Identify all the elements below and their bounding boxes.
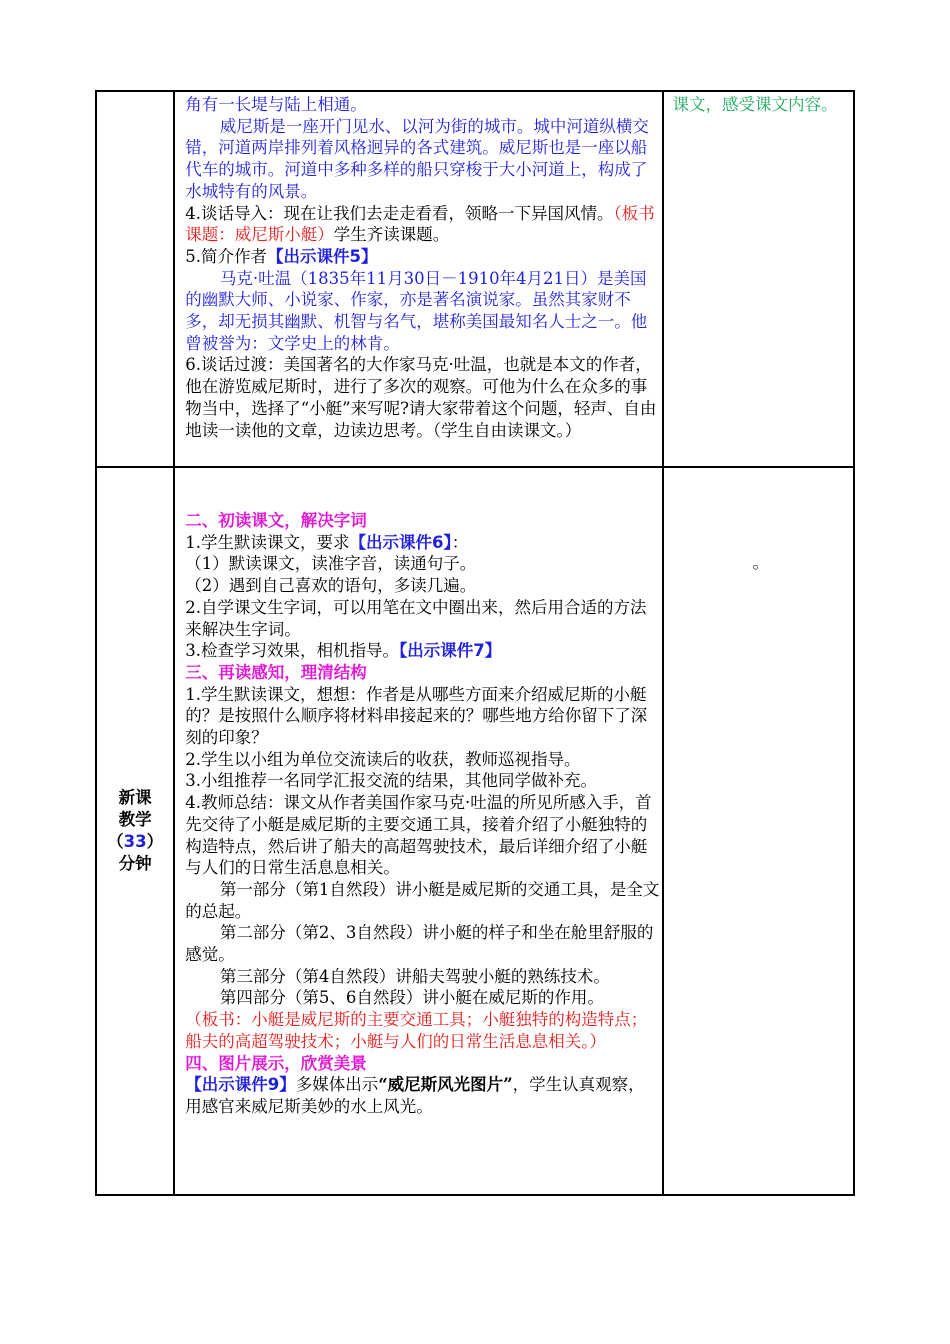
item-text: 3.检查学习效果，相机指导。: [185, 641, 399, 661]
step-6: 6.谈话过渡：美国著名的大作家马克·吐温，也就是本文的作者，他在游览威尼斯时，进行了多次的观察。可他为什么在众多的事物当中，选择了“小艇”来写呢?请大家带着这个问题，轻声、自由地读一读他的文章，边读边思考。（学生自由读课文。）: [185, 355, 657, 440]
board-title: （板书课题：威尼斯小艇）: [185, 203, 655, 245]
part-4: 第四部分（第5、6自然段）讲小艇在威尼斯的作用。: [219, 988, 604, 1008]
courseware-label: 【出示课件: [398, 641, 474, 661]
courseware-close: 】: [484, 641, 502, 661]
sub-item: （1）默读课文，读准字音，读通句子。: [185, 554, 477, 574]
part-2: 第二部分（第2、3自然段）讲小艇的样子和坐在舱里舒服的感觉。: [185, 923, 654, 965]
item-2: 2.学生以小组为单位交流读后的收获，教师巡视指导。: [185, 749, 581, 769]
board-notes: （板书：小艇是威尼斯的主要交通工具；小艇独特的构造特点；船夫的高超驾驶技术；小艇与人们的日常生活息息相关。）: [185, 1010, 648, 1051]
courseware-number: 5: [349, 246, 361, 266]
picture-title: “威尼斯风光图片”: [378, 1075, 513, 1095]
courseware-label: 【出示课件: [349, 532, 432, 552]
item-3: [185, 640, 660, 662]
note-cell: [663, 467, 854, 1195]
courseware-tag: [185, 1075, 295, 1094]
courseware-tag: [399, 641, 501, 660]
item-2: 2.自学课文生字词，可以用笔在文中圈出来，然后用合适的方法来解决生字词。: [185, 597, 647, 639]
content-cell: [174, 91, 663, 467]
courseware-label: 【出示课件: [266, 246, 350, 266]
item-text: 1.学生默读课文，要求: [185, 532, 350, 552]
author-intro: 马克·吐温（1835年11月30日－1910年4月21日）是美国的幽默大师、小说家、作家，亦是著名演说家。虽然其家财不多，却无损其幽默、机智与名气，堪称美国最知名人士之一。他曾被誉为：文学史上的林肯。: [185, 268, 648, 353]
item-3: 3.小组推荐一名同学汇报交流的结果，其他同学做补充。: [185, 771, 597, 791]
courseware-number: 6: [431, 532, 444, 552]
lesson-plan-table: [95, 90, 855, 1196]
colon: ：: [451, 532, 469, 552]
text-line: 角有一长堤与陆上相通。: [185, 95, 367, 114]
label-duration: [97, 831, 173, 853]
item-text: 多媒体出示: [295, 1075, 379, 1095]
section-heading: 四、图片展示，欣赏美景: [185, 1053, 367, 1073]
courseware-close: 】: [360, 246, 378, 266]
section-heading: 二、初读课文，解决字词: [185, 511, 367, 530]
table-row: [96, 467, 854, 1195]
note-mark: 。: [752, 553, 769, 572]
paren-open: （: [107, 832, 124, 851]
courseware-label: 【出示课件: [185, 1075, 268, 1095]
table-row: [96, 91, 854, 467]
sub-item: （2）遇到自己喜欢的语句，多读几遍。: [185, 576, 477, 596]
label-line: 教学: [118, 810, 152, 829]
part-1: 第一部分（第1自然段）讲小艇是威尼斯的交通工具，是全文的总起。: [185, 879, 660, 921]
part-3: 第三部分（第4自然段）讲船夫驾驶小艇的熟练技术。: [219, 966, 610, 986]
courseware-number: 7: [473, 641, 485, 661]
step-4: [185, 203, 660, 246]
courseware-close: 】: [279, 1075, 296, 1095]
paren-close: ）: [146, 832, 164, 851]
item-1: [185, 532, 660, 554]
item-4: 4.教师总结：课文从作者美国作家马克·吐温的所见所感入手，首先交待了小艇是威尼斯的主要交通工具，接着介绍了小艇独特的构造特点，然后讲了船夫的高超驾驶技术，最后详细介绍了小艇与人们的日常生活息息相关。: [185, 793, 652, 878]
courseware-tag: [349, 533, 451, 552]
step-4-tail: 学生齐读课题。: [333, 225, 450, 245]
label-cell-empty: [96, 91, 174, 467]
step-5-text: 5.简介作者: [185, 246, 267, 266]
step-4-text: 4.谈话导入：现在让我们去走走看看，领略一下异国风情。: [185, 203, 614, 223]
section-label: [96, 467, 174, 1195]
item-1: 1.学生默读课文，想想：作者是从哪些方面来介绍威尼斯的小艇的？是按照什么顺序将材料串接起来的？哪些地方给你留下了深刻的印象？: [185, 684, 648, 748]
note-cell: 课文，感受课文内容。: [663, 91, 854, 467]
label-line: 新课: [118, 788, 152, 807]
courseware-close: 】: [443, 532, 452, 552]
picture-item: [185, 1074, 660, 1117]
courseware-number: 9: [267, 1075, 280, 1095]
courseware-tag: [267, 247, 377, 266]
content-cell: [174, 467, 663, 1195]
step-5: [185, 246, 660, 268]
label-line: 分钟: [118, 854, 152, 873]
venice-description: 威尼斯是一座开门见水、以河为街的城市。城中河道纵横交错，河道两岸排列着风格迥异的各式建筑。威尼斯也是一座以船代车的城市。河道中多种多样的船只穿梭于大小河道上，构成了水城特有的风景。: [185, 116, 649, 201]
section-heading: 三、再读感知，理清结构: [185, 662, 367, 682]
item-tail: ，学生认真观察，用感官来威尼斯美妙的水上风光。: [185, 1075, 645, 1116]
duration-number: 33: [123, 832, 147, 851]
